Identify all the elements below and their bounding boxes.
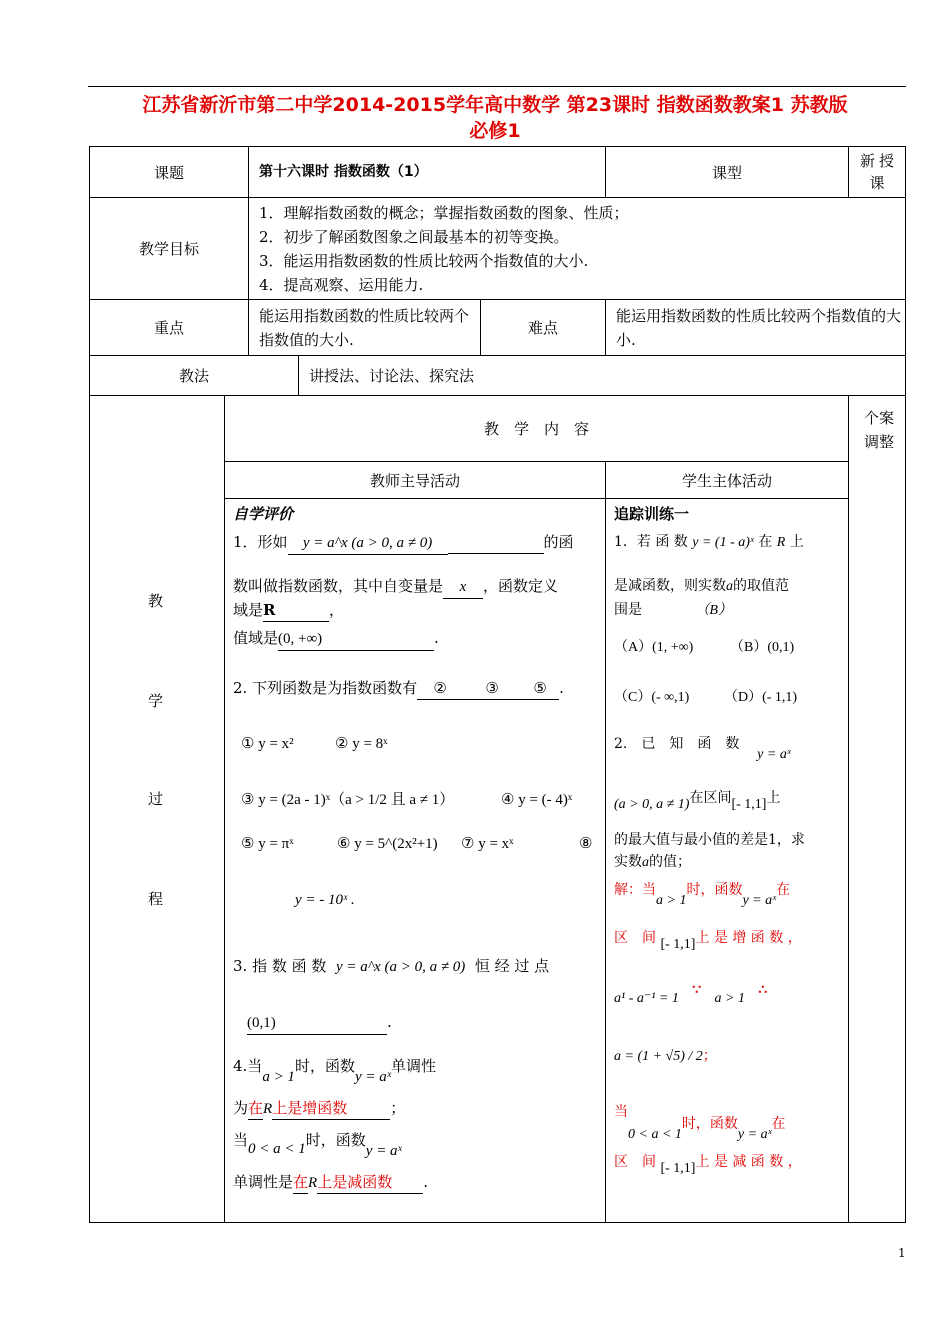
goals-label-cell [89,197,249,300]
process-char-1: 教 [148,592,164,610]
teacher-activity-cell [224,498,606,1223]
p2-line1: 2. 已 知 函 数 y = aˣ [614,736,791,762]
difficulty-label-cell [480,299,606,356]
tracking-heading: 追踪训练一 [614,505,690,523]
difficulty-value-cell [605,299,906,356]
sol-line6: 区 间 [- 1,1]上 是 减 函 数 ， [614,1154,802,1176]
method-label-cell [89,355,299,396]
q1-line1: 1．形如 y = a^x (a > 0, a ≠ 0) 的函 [233,531,574,555]
title-line-2: 必修1 [469,120,521,142]
teacher-header-cell [224,461,606,499]
method-value-cell [298,355,906,396]
q1-line4: 值域是(0, +∞) . [233,627,439,651]
method-value: 讲授法、讨论法、探究法 [309,367,475,385]
q2-item-7: ⑦ y = xˣ [461,836,514,852]
sol-line1: 解：当a > 1时，函数y = aˣ在 [614,882,791,908]
page-number: 1 [898,1246,906,1260]
q4-line1: 4.当a > 1时，函数y = aˣ单调性 [233,1057,436,1085]
goal-4: 4．提高观察、运用能力. [259,276,424,294]
content-header-cell [224,395,849,462]
teacher-header: 教师主导活动 [369,471,460,490]
method-label: 教法 [178,367,209,385]
process-char-2: 学 [148,692,164,710]
q2-item-5: ⑤ y = πˣ [241,836,294,852]
student-header-cell [605,461,849,499]
content-header: 教 学 内 容 [483,420,589,438]
title-line-1: 江苏省新沂市第二中学2014-2015学年高中数学 第23课时 指数函数教案1 苏教版 [142,94,848,116]
process-char-4: 程 [148,890,164,908]
process-label-cell [89,395,225,1223]
option-b: （B）(0,1) [730,640,795,655]
sol-line2: 区 间 [- 1,1]上 是 增 函 数 ， [614,930,802,952]
p2-line4: 实数a的值； [614,854,691,870]
option-d: （D）(- 1,1) [724,690,798,705]
process-char-3: 过 [148,790,164,808]
key-label: 重点 [153,319,184,337]
goal-2: 2．初步了解函数图象之间最基本的初等变换。 [259,228,569,246]
topic-label: 课题 [153,163,184,182]
option-a: （A）(1, +∞) [614,640,694,655]
key-value-cell [248,299,481,356]
goals-cell [248,197,906,300]
document-title [80,92,910,144]
p2-line2: (a > 0, a ≠ 1)在区间[- 1,1]上 [614,790,781,812]
topic-value-cell [248,146,606,198]
type-value: 新授课 [859,152,898,192]
key-value: 能运用指数函数的性质比较两个指数值的大小. [259,307,470,349]
q1-line2: 数叫做指数函数，其中自变量是 x ，函数定义 [233,575,558,599]
q2-item-2: ② y = 8ˣ [335,736,388,752]
q1-line3: 域是R ， [233,599,344,622]
difficulty-label: 难点 [527,319,558,337]
option-c: （C）(- ∞,1) [614,690,690,705]
p1-line3: 围是 （B） [614,602,732,618]
student-activity-cell [605,498,849,1223]
p1-line1: 1．若 函 数 y = (1 - a)ˣ 在 R 上 [614,534,804,550]
p2-line3: 的最大值与最小值的差是1，求 [614,832,805,848]
type-label: 课型 [711,163,742,182]
key-label-cell [89,299,249,356]
sol-line3: a¹ - a⁻¹ = 1 ∵ a > 1 ∴ [614,982,768,1006]
q4-line4: 单调性是在R上是减函数 . [233,1171,428,1194]
type-value-cell [848,146,906,198]
type-label-cell [605,146,849,198]
q2-item-3: ③ y = (2a - 1)ˣ（a > 1/2 且 a ≠ 1） [241,792,455,808]
student-header: 学生主体活动 [681,471,772,490]
goals-label: 教学目标 [138,240,199,258]
q3-line1: 3. 指 数 函 数 y = a^x (a > 0, a ≠ 0) 恒 经 过 点 [233,957,550,975]
q2-item-6: ⑥ y = 5^(2x²+1) [337,836,438,852]
topic-label-cell [89,146,249,198]
q4-line3: 当0 < a < 1时，函数y = aˣ [233,1131,402,1159]
q2-line: 2. 下列函数是为指数函数有 ② ③ ⑤ . [233,677,564,700]
sol-line4: a = (1 + √5) / 2； [614,1048,717,1064]
goal-1: 1．理解指数函数的概念；掌握指数函数的图象、性质； [259,204,629,222]
adjust-cell [848,395,906,1223]
goal-3: 3．能运用指数函数的性质比较两个指数值的大小. [259,252,589,270]
q2-item-4: ④ y = (- 4)ˣ [501,792,573,808]
q4-line2: 为在R上是增函数 ； [233,1097,405,1120]
p1-line2: 是减函数，则实数a的取值范 [614,578,789,594]
difficulty-value: 能运用指数函数的性质比较两个指数值的大小. [616,307,902,349]
topic-value: 第十六课时 指数函数（1） [259,164,428,180]
q3-line2: (0,1) . [247,1011,392,1035]
self-study-heading: 自学评价 [233,505,294,523]
q2-item-8: ⑧ [579,836,593,852]
header-rule [88,86,906,87]
sol-line5b: 0 < a < 1时，函数y = aˣ在 [628,1116,786,1142]
sol-line5: 当 [614,1104,628,1120]
adjust-header: 个案调整 [863,409,894,451]
q2-item-1: ① y = x² [241,736,294,752]
q2-item-8-formula: y = - 10ˣ . [295,892,355,908]
